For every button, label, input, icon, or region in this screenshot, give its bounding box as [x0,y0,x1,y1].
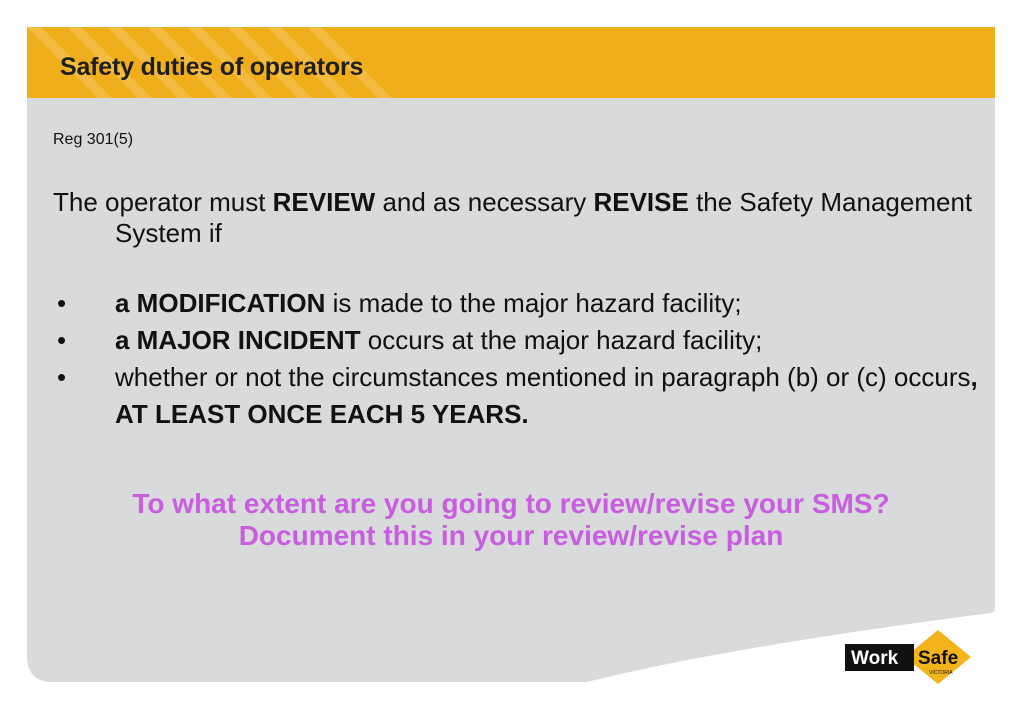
bullet-icon: • [57,325,67,355]
review-question [27,488,995,552]
logo-safe-text: Safe [918,648,959,669]
intro-revise: REVISE [593,187,689,217]
intro-text-3: the Safety Management System if [115,187,973,248]
bullet-text: occurs at the major hazard facility; [360,325,763,355]
list-item [53,322,983,359]
bullet-icon: • [57,288,67,318]
question-line-2: Document this in your review/revise plan [238,520,784,551]
list-item [53,359,983,433]
bullet-bold: a MODIFICATION [115,288,326,318]
worksafe-logo [845,628,975,686]
title-bar [27,27,995,98]
intro-text-2: and as necessary [375,187,594,217]
bullet-bold: , AT LEAST ONCE EACH 5 YEARS. [115,362,978,429]
list-item [53,285,983,322]
bullet-text: whether or not the circumstances mentioned in paragraph (b) or (c) occurs [115,362,971,392]
slide-title: Safety duties of operators [60,53,364,81]
bullet-list [53,285,983,433]
logo-work-text: Work [851,648,899,669]
intro-text-1: The operator must [53,187,273,217]
bullet-text: is made to the major hazard facility; [325,288,742,318]
regulation-reference: Reg 301(5) [53,131,134,148]
bullet-bold: a MAJOR INCIDENT [115,325,361,355]
bullet-icon: • [57,362,67,392]
intro-review: REVIEW [272,187,376,217]
intro-paragraph [53,187,1023,249]
question-line-1: To what extent are you going to review/revise your SMS? [132,488,890,519]
slide [27,27,995,682]
logo-sub-text: VICTORIA [929,670,953,676]
